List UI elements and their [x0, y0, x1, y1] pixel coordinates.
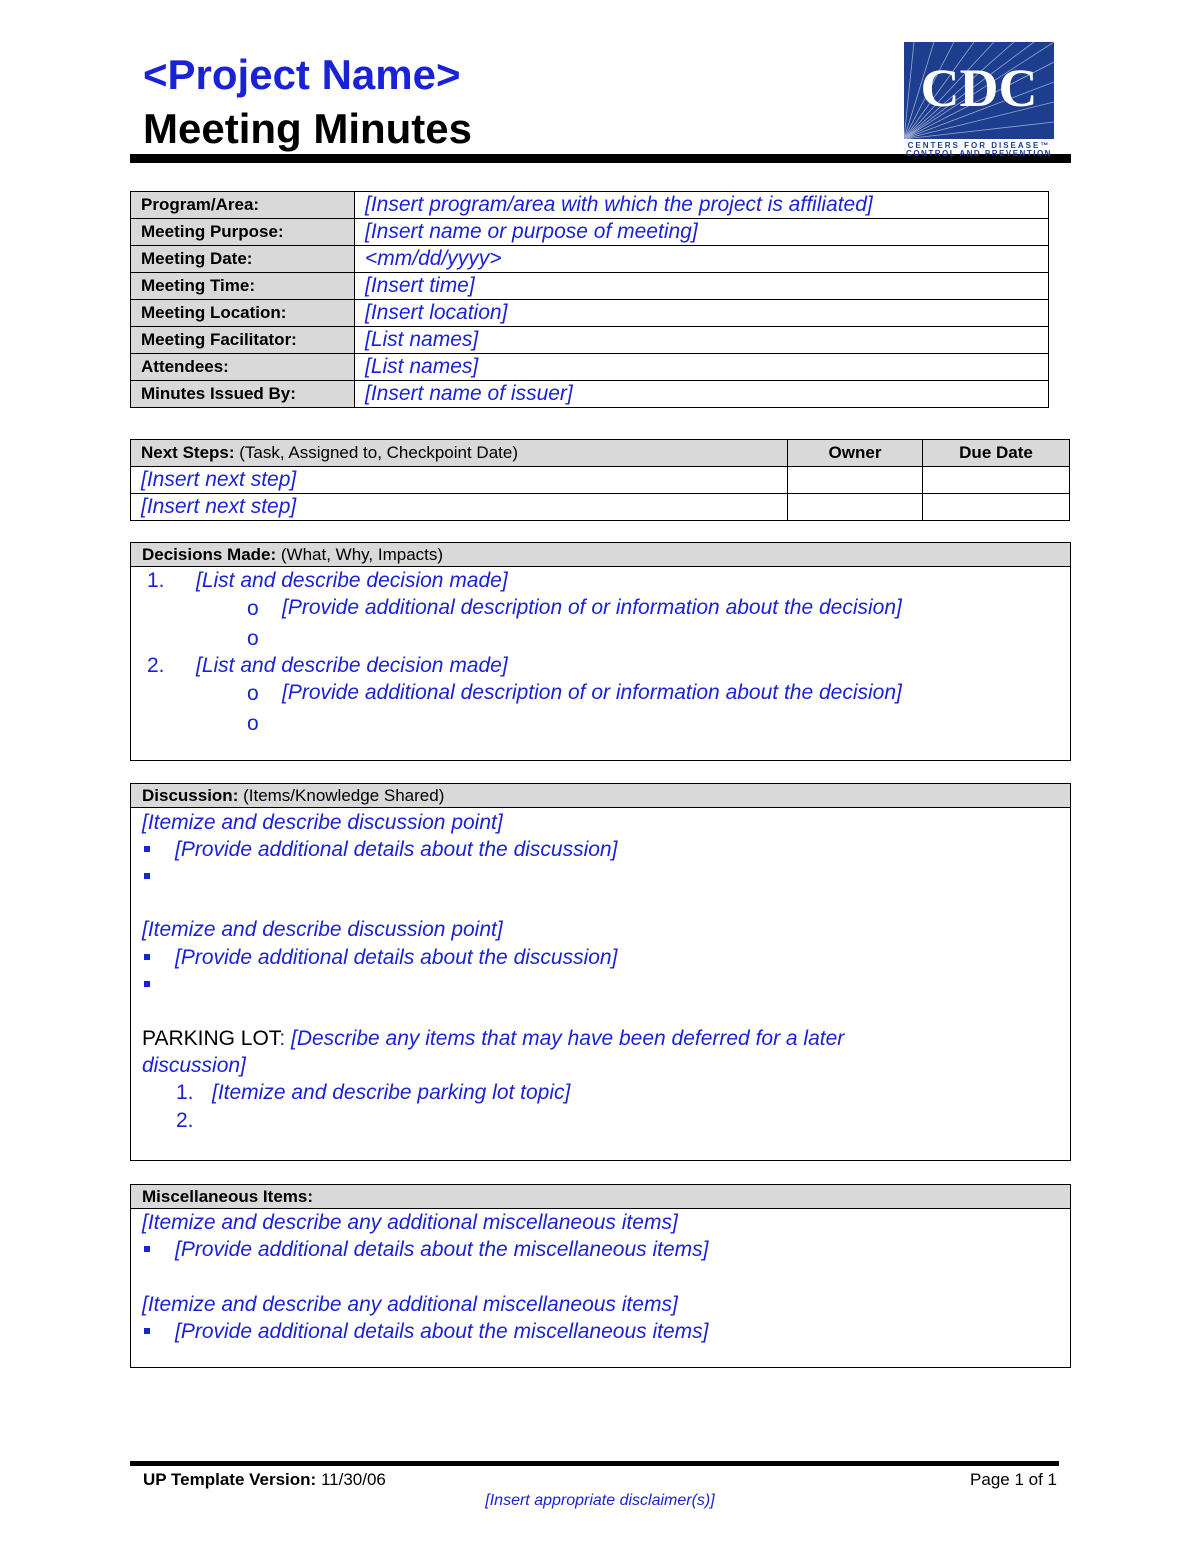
info-row [131, 354, 1049, 381]
decision-text[interactable]: [List and describe decision made] [196, 569, 508, 592]
logo-subtitle-2: CONTROL AND PREVENTION [906, 149, 1052, 157]
info-label: Meeting Purpose: [131, 219, 355, 246]
table-row [131, 494, 1070, 521]
parking-item-number: 2. [176, 1109, 194, 1132]
info-value[interactable]: [Insert program/area with which the project is affiliated] [355, 192, 1049, 219]
parking-item-number: 1. [176, 1081, 194, 1104]
owner-cell[interactable] [788, 467, 923, 494]
misc-item[interactable]: [Itemize and describe any additional miscellaneous items] [142, 1293, 678, 1316]
info-label: Attendees: [131, 354, 355, 381]
info-row [131, 219, 1049, 246]
discussion-header-bold: Discussion: [142, 786, 239, 805]
info-value[interactable]: [Insert location] [355, 300, 1049, 327]
misc-section [130, 1184, 1071, 1368]
info-row [131, 192, 1049, 219]
decision-detail[interactable]: [Provide additional description of or information about the decision] [282, 681, 902, 704]
version-label: UP Template Version: [143, 1470, 317, 1489]
discussion-detail[interactable]: [Provide additional details about the discussion] [175, 838, 618, 861]
meeting-info-table [130, 191, 1049, 408]
table-row [131, 467, 1070, 494]
bullet-icon [144, 846, 150, 852]
next-steps-header-row [131, 440, 1070, 467]
next-steps-table [130, 439, 1070, 521]
document-title: Meeting Minutes [143, 105, 473, 152]
info-value[interactable]: [Insert time] [355, 273, 1049, 300]
owner-header: Owner [788, 440, 923, 467]
decisions-header-bold: Decisions Made: [142, 545, 277, 564]
decision-detail[interactable]: [Provide additional description of or information about the decision] [282, 596, 902, 619]
decisions-section [130, 542, 1071, 761]
due-date-cell[interactable] [923, 494, 1070, 521]
next-step-cell[interactable]: [Insert next step] [131, 494, 788, 521]
bullet-icon [144, 981, 150, 987]
due-date-cell[interactable] [923, 467, 1070, 494]
decision-number: 2. [147, 654, 165, 677]
info-label: Meeting Facilitator: [131, 327, 355, 354]
template-version [143, 1470, 386, 1490]
decisions-header-rest: (What, Why, Impacts) [276, 545, 444, 564]
logo-subtitle-1: CENTERS FOR DISEASE™ [907, 141, 1051, 150]
sub-marker: o [247, 627, 259, 650]
due-date-header: Due Date [923, 440, 1070, 467]
parking-lot-colon: : [279, 1027, 286, 1050]
next-step-cell[interactable]: [Insert next step] [131, 467, 788, 494]
misc-detail[interactable]: [Provide additional details about the miscellaneous items] [175, 1238, 709, 1261]
info-row [131, 300, 1049, 327]
sub-marker: o [247, 597, 259, 620]
info-row [131, 273, 1049, 300]
discussion-header-rest: (Items/Knowledge Shared) [238, 786, 445, 805]
info-label: Meeting Time: [131, 273, 355, 300]
info-label: Program/Area: [131, 192, 355, 219]
sub-marker: o [247, 712, 259, 735]
bullet-icon [144, 1328, 150, 1334]
info-value[interactable]: [Insert name of issuer] [355, 381, 1049, 408]
misc-item[interactable]: [Itemize and describe any additional miscellaneous items] [142, 1211, 678, 1234]
discussion-point[interactable]: [Itemize and describe discussion point] [142, 811, 503, 834]
discussion-detail[interactable]: [Provide additional details about the discussion] [175, 946, 618, 969]
disclaimer: [Insert appropriate disclaimer(s)] [485, 1492, 715, 1509]
sub-marker: o [247, 682, 259, 705]
discussion-header [131, 784, 1070, 808]
parking-lot-text-cont[interactable]: discussion] [142, 1054, 246, 1077]
discussion-point[interactable]: [Itemize and describe discussion point] [142, 918, 503, 941]
info-row [131, 381, 1049, 408]
bullet-icon [144, 954, 150, 960]
parking-item-text[interactable]: [Itemize and describe parking lot topic] [212, 1081, 571, 1104]
bullet-icon [144, 1246, 150, 1252]
next-steps-header-rest: (Task, Assigned to, Checkpoint Date) [234, 443, 519, 462]
decision-number: 1. [147, 569, 165, 592]
next-steps-header [131, 440, 788, 467]
parking-lot-text[interactable]: [Describe any items that may have been deferred for a later [285, 1027, 845, 1050]
info-value[interactable]: [Insert name or purpose of meeting] [355, 219, 1049, 246]
project-name: <Project Name> [143, 51, 461, 98]
info-label: Meeting Location: [131, 300, 355, 327]
logo-text: CDC [920, 58, 1038, 118]
misc-detail[interactable]: [Provide additional details about the miscellaneous items] [175, 1320, 709, 1343]
info-row [131, 327, 1049, 354]
info-value[interactable]: [List names] [355, 327, 1049, 354]
decisions-header [131, 543, 1070, 567]
parking-lot-line [142, 1026, 844, 1052]
info-label: Minutes Issued By: [131, 381, 355, 408]
info-value[interactable]: [List names] [355, 354, 1049, 381]
version-value: 11/30/06 [316, 1470, 386, 1489]
next-steps-header-bold: Next Steps: [141, 443, 235, 462]
info-label: Meeting Date: [131, 246, 355, 273]
bullet-icon [144, 873, 150, 879]
misc-header: Miscellaneous Items: [131, 1185, 1070, 1209]
discussion-section [130, 783, 1071, 1161]
footer-rule [130, 1461, 1059, 1466]
info-value[interactable]: <mm/dd/yyyy> [355, 246, 1049, 273]
decision-text[interactable]: [List and describe decision made] [196, 654, 508, 677]
parking-lot-label: PARKING LOT [142, 1027, 280, 1050]
page-number: Page 1 of 1 [970, 1470, 1057, 1489]
owner-cell[interactable] [788, 494, 923, 521]
cdc-logo [904, 42, 1054, 157]
info-row [131, 246, 1049, 273]
